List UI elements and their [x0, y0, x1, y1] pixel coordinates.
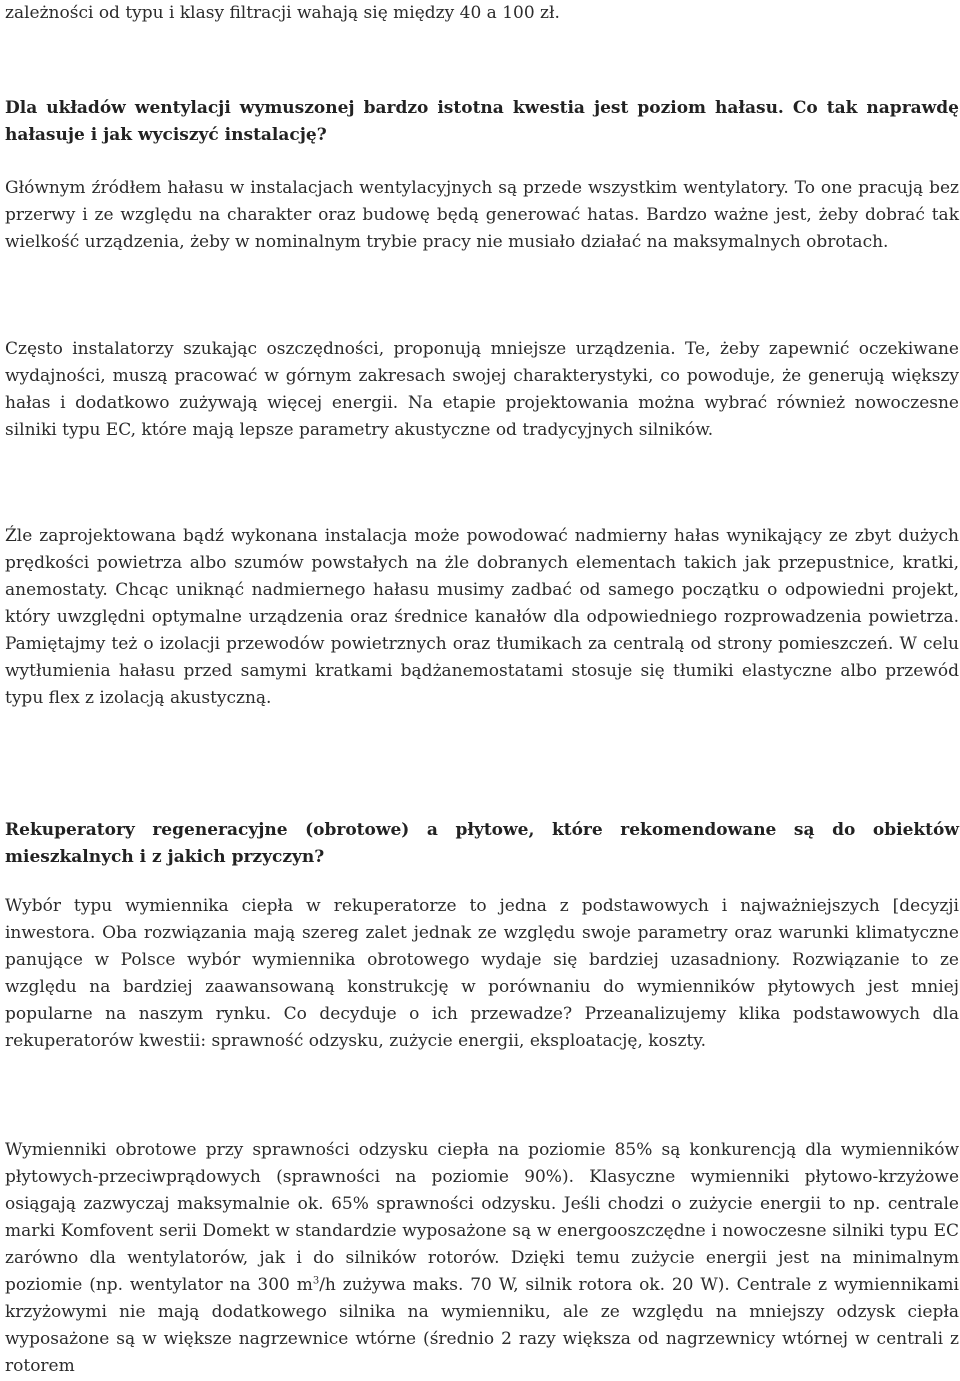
paragraph-text: Wymienniki obrotowe przy sprawności odzysku ciepła na poziomie 85% są konkurencją dla wymienników płytowych-przeciwprądowych (sprawności na poziomie 90%). Klasyczne wymienniki płytowo-krzyżowe osiągają zazwyczaj maksymalnie ok. 65% sprawności odzysku. Jeśli chodzi o zużycie energii to np. centrale marki Komfovent serii Domekt w standardzie wyposażone są w energooszczędne i nowoczesne silniki typu EC zarówno dla wentylatorów, jak i do silników rotorów. Dzięki temu zużycie energii jest na minimalnym poziomie (np. wentylator na 300 m — [5, 1140, 959, 1295]
paragraph: zależności od typu i klasy filtracji wahają się między 40 a 100 zł. — [5, 3, 560, 23]
section-heading-recuperators: Rekuperatory regeneracyjne (obrotowe) a płytowe, które rekomendowane są do obiektów mieszkalnych i z jakich przyczyn? — [5, 820, 959, 867]
paragraph: Źle zaprojektowana bądź wykonana instalacja może powodować nadmierny hałas wynikający ze zbyt dużych prędkości powietrza albo szumów powstałych na żle dobranych elementach takich jak przepustnice, kratki, anemostaty. Chcąc uniknąć nadmiernego hałasu musimy zadbać od samego początku o odpowiedni projekt, który uwzględni optymalne urządzenia oraz średnice kanałów dla odpowiedniego rozprowadzenia powietrza. Pamiętajmy też o izolacji przewodów powietrznych oraz tłumikach za centralą od strony pomieszczeń. W celu wytłumienia hałasu przed samymi kratkami bądżanemostatami stosuje się tłumiki elastyczne albo przewód typu flex z izolacją akustyczną. — [5, 526, 959, 708]
paragraph-text: /h zużywa maks. 70 W, silnik rotora ok. 20 W). Centrale z wymiennikami krzyżowymi nie mają dodatkowego silnika na wymienniku, ale ze względu na mniejszy odzysk ciepła wyposażone są w większe nagrzewnice wtórne (średnio 2 razy większa od nagrzewnicy wtórnej w centrali z rotorem — [5, 1275, 959, 1376]
paragraph: Często instalatorzy szukając oszczędności, proponują mniejsze urządzenia. Te, żeby zapewnić oczekiwane wydajności, muszą pracować w górnym zakresach swojej charakterystyki, co powoduje, że generują większy hałas i dodatkowo zużywają więcej energii. Na etapie projektowania można wybrać również nowoczesne silniki typu EC, które mają lepsze parametry akustyczne od tradycyjnych silników. — [5, 339, 959, 440]
paragraph: Głównym źródłem hałasu w instalacjach wentylacyjnych są przede wszystkim wentylatory. To one pracują bez przerwy i ze względu na charakter oraz budowę będą generować hatas. Bardzo ważne jest, żeby dobrać tak wielkość urządzenia, żeby w nominalnym trybie pracy nie musiało działać na maksymalnych obrotach. — [5, 178, 959, 252]
paragraph: Wybór typu wymiennika ciepła w rekuperatorze to jedna z podstawowych i najważniejszych [decyzji inwestora. Oba rozwiązania mają szereg zalet jednak ze względu swoje parametry oraz warunki klimatyczne panujące w Polsce wybór wymiennika obrotowego wydaje się bardziej uzasadniony. Rozwiązanie to ze względu na bardziej zaawansowaną konstrukcję w porównaniu do wymienników płytowych jest mniej popularne na naszym rynku. Co decyduje o ich przewadze? Przeanalizujemy klika podstawowych dla rekuperatorów kwestii: sprawność odzysku, zużycie energii, eksploatację, koszty. — [5, 896, 959, 1051]
superscript: 3 — [312, 1275, 320, 1287]
section-heading-noise: Dla układów wentylacji wymuszonej bardzo istotna kwestia jest poziom hałasu. Co tak naprawdę hałasuje i jak wyciszyć instalację? — [5, 98, 959, 145]
paragraph-exchangers — [5, 1137, 959, 1380]
